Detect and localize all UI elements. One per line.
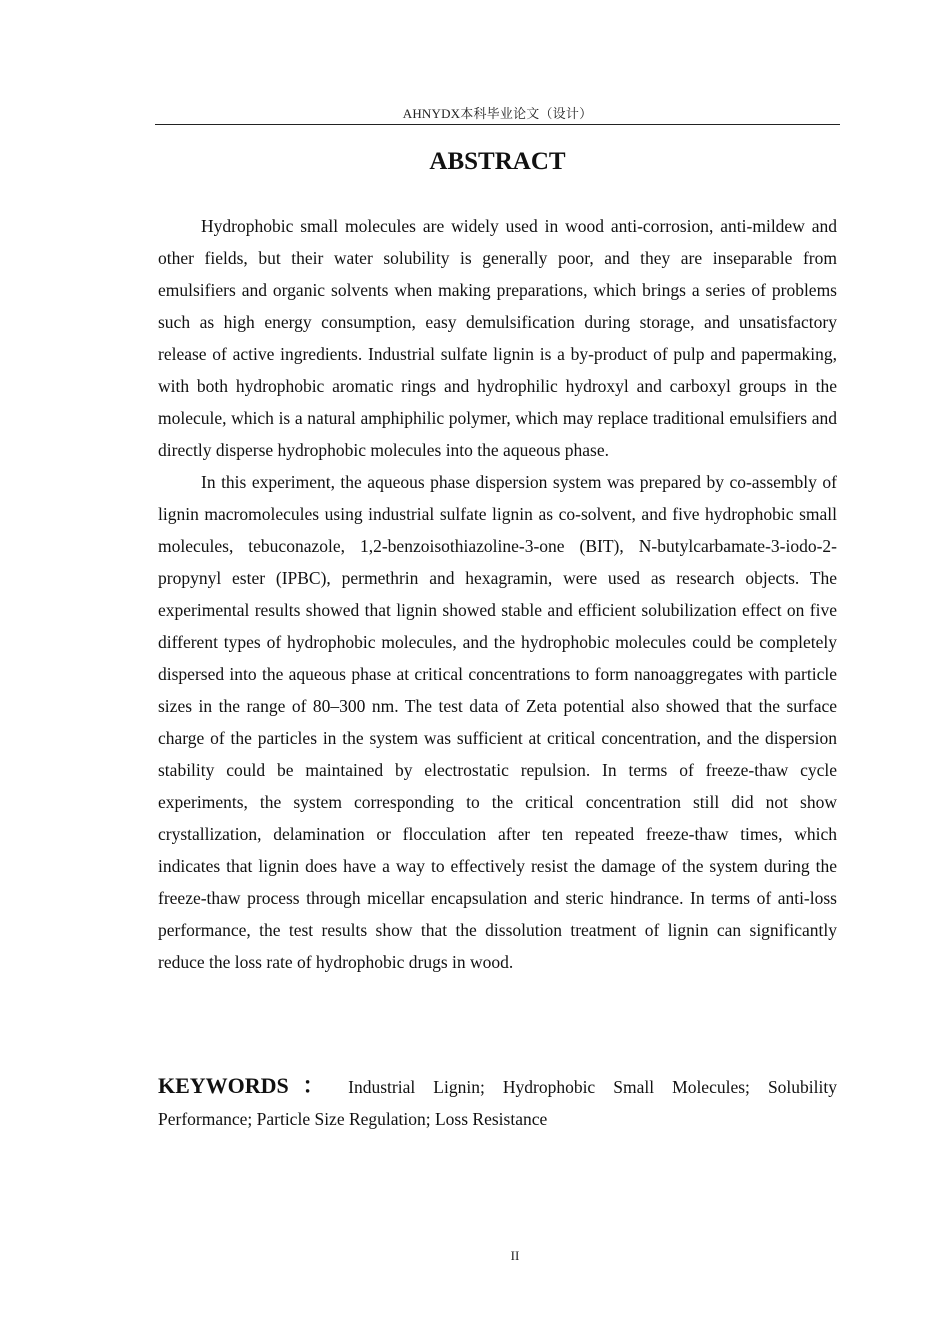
abstract-body [158,210,837,978]
abstract-paragraph-1: Hydrophobic small molecules are widely used in wood anti-corrosion, anti-mildew and other fields, but their water solubility is generally poor, and they are inseparable from emulsifiers and organic solvents when making preparations, which brings a series of problems such as high energy consumption, easy demulsification during storage, and unsatisfactory release of active ingredients. Industrial sulfate lignin is a by-product of pulp and papermaking, with both hydrophobic aromatic rings and hydrophilic hydroxyl and carboxyl groups in the molecule, which is a natural amphiphilic polymer, which may replace traditional emulsifiers and directly disperse hydrophobic molecules into the aqueous phase. [158,216,837,460]
keywords-block [158,1070,837,1135]
page-number: II [510,1248,520,1263]
keywords-text: Industrial Lignin; Hydrophobic Small Molecules; Solubility Performance; Particle Size Regulation; Loss Resistance [158,1077,837,1129]
abstract-paragraph-2: In this experiment, the aqueous phase dispersion system was prepared by co-assembly of lignin macromolecules using industrial sulfate lignin as co-solvent, and five hydrophobic small molecules, tebuconazole, 1,2-benzoisothiazoline-3-one (BIT), N-butylcarbamate-3-iodo-2-propynyl ester (IPBC), permethrin and hexagramin, were used as research objects. The experimental results showed that lignin showed stable and efficient solubilization effect on five different types of hydrophobic molecules, and the hydrophobic molecules could be completely dispersed into the aqueous phase at critical concentrations to form nanoaggregates with particle sizes in the range of 80–300 nm. The test data of Zeta potential also showed that the surface charge of the particles in the system was sufficient at critical concentration, and the dispersion stability could be maintained by electrostatic repulsion. In terms of freeze-thaw cycle experiments, the system corresponding to the critical concentration still did not show crystallization, delamination or flocculation after ten repeated freeze-thaw times, which indicates that lignin does have a way to effectively resist the damage of the system during the freeze-thaw process through micellar encapsulation and steric hindrance. In terms of anti-loss performance, the test results show that the dissolution treatment of lignin can significantly reduce the loss rate of hydrophobic drugs in wood. [158,472,837,972]
running-header: AHNYDX本科毕业论文（设计） [155,104,840,125]
page-title: ABSTRACT [429,148,566,175]
keywords-label: KEYWORDS： [158,1073,339,1098]
